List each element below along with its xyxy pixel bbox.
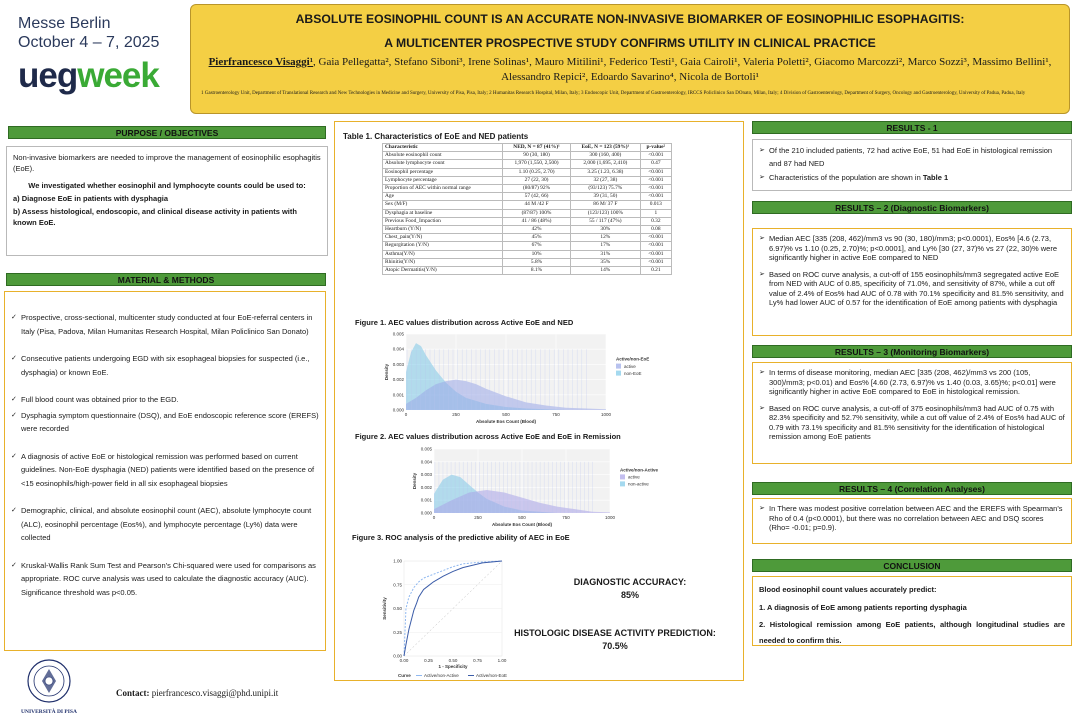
x-tick-label: 1.00 [497, 658, 507, 663]
legend-label: Active/non-Active [424, 673, 459, 678]
x-tick-label: 1000 [600, 412, 612, 417]
table-cell: 27 (22, 30) [503, 176, 571, 184]
purpose-question: We investigated whether eosinophil and lymphocyte counts could be used to: [28, 181, 306, 190]
y-axis-label: Sensitivity [382, 597, 387, 620]
table-cell: 12% [571, 234, 641, 242]
table-cell: <0.001 [640, 176, 671, 184]
results3-item: ➢ In terms of disease monitoring, median AEC [335 (208, 462)/mm3 vs 200 (105, 300)/mm3; p<0.01) and Eos% [4.60 (2.73, 6.97)% vs 1.40 (0.03, 3.65)%; p<0.01] were significantly higher in active EoE compared to EoE in histological remission. [759, 368, 1065, 397]
university-logo: UNIVERSITÀ DI PISA [14, 658, 84, 718]
table-cell: <0.001 [640, 185, 671, 193]
fig1-density-chart [380, 330, 700, 430]
results2-item: ➢ Based on ROC curve analysis, a cut-off of 155 eosinophils/mm3 segregated active EoE from NED with AUC of 0.85, specificity of 71.0%, and sensitivity of 87%, while a cut off value of 2.4% of Eos% had AUC of 0.78 with 70.1% specificity and 81.5% sensitivity, and Ly% had lower AUC of 0.57 for the identification of EoE among patients with dysphagia [759, 270, 1065, 308]
table-cell: Absolute lymphocyte count [383, 160, 503, 168]
table-cell: <0.001 [640, 168, 671, 176]
results3-heading: RESULTS – 3 (Monitoring Biomarkers) [752, 345, 1072, 358]
legend-label: non-EoE [624, 370, 642, 376]
table-cell: Dysphagia at baseline [383, 209, 503, 217]
y-tick-label: 0.002 [420, 484, 432, 490]
legend-swatch [620, 474, 625, 479]
table-row [383, 234, 672, 242]
table-cell: (123/123) 100% [571, 209, 641, 217]
y-tick-label: 0.004 [420, 459, 432, 465]
y-axis-label: Density [412, 472, 417, 490]
x-tick-label: 0 [432, 515, 436, 520]
conclusion-point-1: 1. A diagnosis of EoE among patients reporting dysphagia [759, 602, 967, 612]
y-tick-label: 0.003 [392, 361, 404, 367]
affiliations: 1 Gastroenterology Unit, Department of Translational Research and New Technologies in Medicine and Surgery, University of Pisa, Pisa, Italy; 2 Humanitas Research Hospital, Milan, Italy; 3 Endoscopic Unit, Department of Gastroenterology, IRCCS Policlinico San DOnato, Milan, Italy; 4 Division of Gastroenterology, Department of Surgery, Oncology and Gastroenterology, University of Padua, Padua, Italy [201, 91, 1026, 96]
purpose-heading: PURPOSE / OBJECTIVES [8, 126, 326, 139]
y-tick-label: 0.25 [393, 629, 402, 635]
results1-heading: RESULTS - 1 [752, 121, 1072, 134]
table-cell: 17% [571, 242, 641, 250]
x-axis-label: Absolute Eos Count (Blood) [492, 522, 552, 527]
y-tick-label: 0.001 [420, 497, 432, 503]
results4-item: ➢ In There was modest positive correlation between AEC and the EREFS with Spearman's Rho of 0.4 (p<0.0001), but there was no correlation between AEC and DSQ scores (Rho= -0.01; p=0.9). [759, 504, 1065, 533]
table-cell: Rhinitis(Y/N) [383, 258, 503, 266]
table-cell: Proportion of AEC within normal range [383, 185, 503, 193]
table-cell: Chest_pain(Y/N) [383, 234, 503, 242]
event-dates: October 4 – 7, 2025 [18, 34, 160, 51]
table-cell: Eosinophil percentage [383, 168, 503, 176]
table-row [383, 226, 672, 234]
table-cell: 10% [503, 250, 571, 258]
ueg-week-logo: uegweek [18, 56, 159, 95]
table-cell: 90 (30, 180) [503, 152, 571, 160]
lead-author: Pierfrancesco Visaggi¹ [208, 56, 313, 68]
table-header-cell: p-value² [640, 144, 671, 152]
table-row [383, 193, 672, 201]
table-cell: <0.001 [640, 193, 671, 201]
table-cell: <0.001 [640, 152, 671, 160]
legend-title: Active/non-EoE [616, 356, 650, 362]
table-cell: Lymphocyte percentage [383, 176, 503, 184]
y-axis-label: Density [384, 363, 389, 381]
table-cell: 67% [503, 242, 571, 250]
y-tick-label: 0.000 [420, 510, 432, 516]
methods-box [4, 291, 326, 651]
table-cell: 42% [503, 226, 571, 234]
y-tick-label: 0.002 [392, 377, 404, 383]
table-cell: Asthma(Y/N) [383, 250, 503, 258]
results3-item: ➢ Based on ROC curve analysis, a cut-off of 375 eosinophils/mm3 had AUC of 0.75 with 82.3% specificity and 52.7% sensitivity, while a cut off value of 2.4% of Eos% had AUC of 0.79 with 73.1% specificity and 81.5% sensitivity for the identification of histological remission among EoE patients [759, 404, 1065, 442]
results1-item: ➢ Of the 210 included patients, 72 had active EoE, 51 had EoE in histological remission and 87 had NED [759, 145, 1065, 170]
conclusion-box [752, 576, 1072, 646]
x-tick-label: 750 [562, 515, 570, 520]
table-cell: 14% [571, 267, 641, 275]
table1-caption: Table 1. Characteristics of EoE and NED patients [343, 132, 529, 141]
methods-item: ✓ Kruskal-Wallis Rank Sum Test and Pearson's Chi-squared were used for comparisons as appropriate. ROC curve analysis was used to calculate the diagnostic accuracy (AUC). Significance threshold was p<0.05. [11, 559, 319, 600]
table-cell: 0.21 [640, 267, 671, 275]
table-header-cell: Characteristic [383, 144, 503, 152]
table-row [383, 160, 672, 168]
table-cell: 45% [503, 234, 571, 242]
table-cell: <0.001 [640, 250, 671, 258]
author-list: Pierfrancesco Visaggi¹, Gaia Pellegatta², Stefano Siboni³, Irene Solinas¹, Mauro Mitilini¹, Federico Testi¹, Gaia Cairoli¹, Valeria Poletti², Giacomo Marcozzi², Marco Sozzi³, Massimo Bellini¹, Alessandro Repici², Edoardo Savarino⁴, Nicola de Bortoli¹ [208, 56, 1052, 83]
conclusion-heading: CONCLUSION [752, 559, 1072, 572]
table-cell: (87/87) 100% [503, 209, 571, 217]
event-venue: Messe Berlin [18, 15, 111, 32]
table-row [383, 258, 672, 266]
table-cell: Heartburn (Y/N) [383, 226, 503, 234]
accuracy-block [530, 576, 730, 602]
table-cell: 44 M /42 F [503, 201, 571, 209]
objective-b: b) Assess histological, endoscopic, and clinical disease activity in patients with known EoE. [13, 207, 297, 227]
table-cell: 8.1% [503, 267, 571, 275]
y-tick-label: 0.005 [392, 331, 404, 337]
legend-swatch [620, 481, 625, 486]
table-cell: <0.001 [640, 258, 671, 266]
table-cell: (80/87) 92% [503, 185, 571, 193]
methods-item: ✓ Dysphagia symptom questionnaire (DSQ), and EoE endoscopic reference score (EREFS) were recorded [11, 409, 319, 436]
y-tick-label: 0.75 [393, 582, 402, 588]
methods-heading: MATERIAL & METHODS [6, 273, 326, 286]
table-cell: 3.25 (1.23, 6.38) [571, 168, 641, 176]
results2-heading: RESULTS – 2 (Diagnostic Biomarkers) [752, 201, 1072, 214]
methods-item: ✓ A diagnosis of active EoE or histological remission was performed based on current guidelines. Non-EoE dysphagia (NED) patients were identified based on the presence of <15 eosinophils/high-power field in all six esophageal biopsies [11, 450, 319, 491]
table-cell: Regurgitation (Y/N) [383, 242, 503, 250]
objective-a: a) Diagnose EoE in patients with dysphagia [13, 194, 169, 203]
fig3-caption: Figure 3. ROC analysis of the predictive ability of AEC in EoE [352, 533, 570, 542]
methods-item: ✓ Full blood count was obtained prior to the EGD. [11, 393, 319, 407]
methods-item: ✓ Consecutive patients undergoing EGD with six esophageal biopsies for suspected (i.e., dysphagia) or known EoE. [11, 352, 319, 379]
legend-label: non-active [628, 481, 649, 487]
table-row [383, 176, 672, 184]
results4-box [752, 498, 1072, 544]
purpose-box [6, 146, 328, 256]
table-row [383, 250, 672, 258]
table-header-cell: EoE, N = 123 (59%)¹ [571, 144, 641, 152]
table-row [383, 217, 672, 225]
accuracy-label: DIAGNOSTIC ACCURACY: [573, 577, 687, 587]
table-cell: 30% [571, 226, 641, 234]
legend-swatch [616, 371, 621, 376]
table-row [383, 152, 672, 160]
x-tick-label: 0.50 [448, 658, 458, 663]
table-cell: 32 (27, 38) [571, 176, 641, 184]
poster-title: ABSOLUTE EOSINOPHIL COUNT IS AN ACCURATE NON-INVASIVE BIOMARKER OF EOSINOPHILIC ESOPHAGITIS: [295, 12, 965, 26]
x-axis-label: Absolute Eos Count (Blood) [476, 419, 536, 424]
table-cell: Absolute eosinophil count [383, 152, 503, 160]
results4-heading: RESULTS – 4 (Correlation Analyses) [752, 482, 1072, 495]
x-tick-label: 500 [502, 412, 510, 417]
x-tick-label: 250 [452, 412, 460, 417]
table-cell: Sex (M/F) [383, 201, 503, 209]
table-cell: 1.10 (0.25, 2.70) [503, 168, 571, 176]
methods-item: ✓ Demographic, clinical, and absolute eosinophil count (AEC), absolute lymphocyte count (ALC), eosinophil percentage (Eos%), and lymphocyte percentage (Ly%) data were collected [11, 504, 319, 545]
x-axis-label: 1 - Specificity [438, 664, 468, 669]
histologic-block [495, 627, 735, 653]
legend-label: active [624, 363, 636, 369]
results3-box [752, 362, 1072, 464]
y-tick-label: 0.001 [392, 392, 404, 398]
accuracy-value: 85% [620, 590, 639, 600]
table-cell: Age [383, 193, 503, 201]
results2-box [752, 228, 1072, 336]
conclusion-point-2: 2. Histological remission among EoE patients, although longitudinal studies are needed to confirm this. [759, 620, 1065, 645]
y-tick-label: 0.000 [392, 407, 404, 413]
purpose-intro: Non-invasive biomarkers are needed to improve the management of eosinophilic esophagitis (EoE). [13, 153, 321, 173]
legend-title: Curve [398, 673, 411, 678]
poster-subtitle: A MULTICENTER PROSPECTIVE STUDY CONFIRMS UTILITY IN CLINICAL PRACTICE [384, 36, 876, 50]
table-cell: 55 / 117 (47%) [571, 217, 641, 225]
x-tick-label: 0.25 [424, 658, 433, 663]
x-tick-label: 0.75 [473, 658, 482, 663]
table-cell: Previous Food_Impaction [383, 217, 503, 225]
table-cell: 0.47 [640, 160, 671, 168]
table-row [383, 242, 672, 250]
contact-email[interactable]: pierfrancesco.visaggi@phd.unipi.it [151, 688, 279, 698]
table-cell: 0.08 [640, 226, 671, 234]
results1-item: ➢ Characteristics of the population are shown in Table 1 [759, 172, 1065, 185]
table-cell: <0.001 [640, 234, 671, 242]
table-cell: 31% [571, 250, 641, 258]
fig2-caption: Figure 2. AEC values distribution across Active EoE and EoE in Remission [355, 432, 621, 441]
fig3-roc-chart [380, 555, 520, 685]
x-tick-label: 500 [518, 515, 526, 520]
x-tick-label: 0.00 [399, 658, 409, 663]
methods-item: ✓ Prospective, cross-sectional, multicenter study conducted at four EoE-referral centers in Italy (Pisa, Padova, Milan Humanitas Research Hospital, Milan Policlinico San Donato) [11, 311, 319, 338]
fig1-caption: Figure 1. AEC values distribution across Active EoE and NED [355, 318, 574, 327]
y-tick-label: 0.005 [420, 446, 432, 452]
table-cell: 41 / 86 (48%) [503, 217, 571, 225]
y-tick-label: 0.003 [420, 472, 432, 478]
table-row [383, 267, 672, 275]
table-cell: 300 (160, 400) [571, 152, 641, 160]
table1 [382, 143, 672, 275]
y-tick-label: 0.004 [392, 346, 404, 352]
table-cell: 2,000 (1,695, 2,410) [571, 160, 641, 168]
table-row [383, 209, 672, 217]
table-cell: 0.32 [640, 217, 671, 225]
x-tick-label: 750 [552, 412, 560, 417]
table-cell: <0.001 [640, 242, 671, 250]
event-logo [18, 14, 178, 96]
histologic-value: 70.5% [602, 641, 628, 651]
table-cell: 35% [571, 258, 641, 266]
table-cell: 86 M/ 37 F [571, 201, 641, 209]
university-seal-icon [26, 658, 72, 704]
table-cell: Atopic Dermatitis(Y/N) [383, 267, 503, 275]
legend-label: Active/non-EoE [476, 673, 508, 678]
table-cell: 5.8% [503, 258, 571, 266]
results1-box [752, 139, 1072, 191]
table-cell: 0.013 [640, 201, 671, 209]
legend-title: Active/non-Active [620, 467, 659, 473]
fig2-density-chart [410, 445, 670, 530]
x-tick-label: 0 [404, 412, 408, 417]
y-tick-label: 0.00 [393, 653, 402, 659]
table-cell: 57 (42, 66) [503, 193, 571, 201]
table-cell: 39 (31, 50) [571, 193, 641, 201]
results2-item: ➢ Median AEC [335 (208, 462)/mm3 vs 90 (30, 180)/mm3; p<0.0001), Eos% [4.6 (2.73, 6.97)% vs 1.10 (0.25, 2.70)%; p<0.0001], and Ly% [30 (27, 37)% vs 27 (22, 30)% were significantly higher in active EoE compared to NED [759, 234, 1065, 263]
table-cell: 1 [640, 209, 671, 217]
table-cell: (93/123) 75.7% [571, 185, 641, 193]
y-tick-label: 0.50 [393, 606, 402, 611]
x-tick-label: 250 [474, 515, 482, 520]
histologic-label: HISTOLOGIC DISEASE ACTIVITY PREDICTION: [514, 628, 716, 638]
poster-header [190, 4, 1070, 114]
x-tick-label: 1000 [604, 515, 616, 520]
table-header-cell: NED, N = 87 (41%)¹ [503, 144, 571, 152]
y-tick-label: 1.00 [393, 558, 402, 564]
characteristics-table [382, 143, 672, 275]
table-cell: 1,970 (1,550, 2,500) [503, 160, 571, 168]
conclusion-lead: Blood eosinophil count values accurately predict: [759, 585, 937, 594]
table-row [383, 201, 672, 209]
legend-label: active [628, 474, 640, 480]
table-row [383, 168, 672, 176]
table-row [383, 185, 672, 193]
legend-swatch [616, 364, 621, 369]
contact-line: Contact: pierfrancesco.visaggi@phd.unipi.it [116, 688, 279, 698]
